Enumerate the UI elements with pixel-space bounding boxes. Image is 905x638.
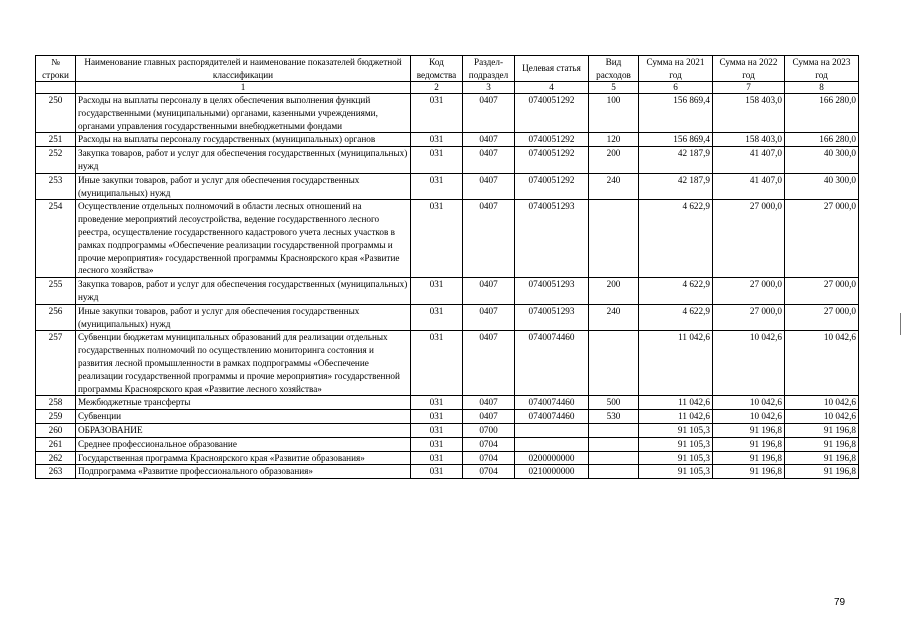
row-sum-2022: 158 403,0 xyxy=(713,133,785,147)
row-sum-2023: 40 300,0 xyxy=(785,173,859,200)
row-section-code: 0407 xyxy=(463,147,515,174)
row-sum-2023: 91 196,8 xyxy=(785,423,859,437)
row-sum-2022: 10 042,6 xyxy=(713,396,785,410)
row-name: Государственная программа Красноярского края «Развитие образования» xyxy=(76,451,411,465)
row-exp-type xyxy=(589,423,639,437)
row-target-code: 0200000000 xyxy=(515,451,589,465)
column-number xyxy=(36,82,76,94)
row-exp-type: 500 xyxy=(589,396,639,410)
row-sum-2023: 91 196,8 xyxy=(785,465,859,479)
row-section-code: 0704 xyxy=(463,437,515,451)
row-name: Субвенции xyxy=(76,410,411,424)
row-sum-2021: 42 187,9 xyxy=(639,173,713,200)
row-sum-2021: 91 105,3 xyxy=(639,423,713,437)
row-number: 254 xyxy=(36,200,76,278)
row-sum-2021: 4 622,9 xyxy=(639,278,713,305)
row-exp-type xyxy=(589,200,639,278)
row-section-code: 0407 xyxy=(463,331,515,396)
budget-table xyxy=(35,55,859,479)
table-body xyxy=(36,94,859,479)
row-target-code xyxy=(515,437,589,451)
row-name: Подпрограмма «Развитие профессионального образования» xyxy=(76,465,411,479)
table-row xyxy=(36,331,859,396)
row-section-code: 0407 xyxy=(463,173,515,200)
row-number: 261 xyxy=(36,437,76,451)
header-name: Наименование главных распорядителей и наименование показателей бюджетной классификации xyxy=(76,56,411,82)
table-row xyxy=(36,133,859,147)
row-section-code: 0407 xyxy=(463,396,515,410)
row-section-code: 0407 xyxy=(463,410,515,424)
row-exp-type: 120 xyxy=(589,133,639,147)
row-dept-code: 031 xyxy=(411,133,463,147)
row-name: Иные закупки товаров, работ и услуг для обеспечения государственных (муниципальных) нужд xyxy=(76,173,411,200)
header-section: Раздел- подраздел xyxy=(463,56,515,82)
row-target-code: 0740051293 xyxy=(515,200,589,278)
row-sum-2021: 156 869,4 xyxy=(639,133,713,147)
row-name: Межбюджетные трансферты xyxy=(76,396,411,410)
row-sum-2023: 166 280,0 xyxy=(785,94,859,133)
row-section-code: 0407 xyxy=(463,200,515,278)
row-sum-2023: 10 042,6 xyxy=(785,396,859,410)
table-row xyxy=(36,423,859,437)
row-target-code: 0740051292 xyxy=(515,94,589,133)
row-dept-code: 031 xyxy=(411,410,463,424)
row-number: 258 xyxy=(36,396,76,410)
row-name: Закупка товаров, работ и услуг для обеспечения государственных (муниципальных) нужд xyxy=(76,147,411,174)
header-row-no: № строки xyxy=(36,56,76,82)
column-number: 5 xyxy=(589,82,639,94)
row-number: 259 xyxy=(36,410,76,424)
row-sum-2021: 42 187,9 xyxy=(639,147,713,174)
row-sum-2021: 11 042,6 xyxy=(639,331,713,396)
row-exp-type xyxy=(589,465,639,479)
row-sum-2022: 91 196,8 xyxy=(713,465,785,479)
row-exp-type: 530 xyxy=(589,410,639,424)
row-dept-code: 031 xyxy=(411,396,463,410)
row-sum-2023: 166 280,0 xyxy=(785,133,859,147)
row-sum-2022: 27 000,0 xyxy=(713,200,785,278)
column-number-row xyxy=(36,82,859,94)
row-sum-2023: 27 000,0 xyxy=(785,278,859,305)
header-sum-2023: Сумма на 2023 год xyxy=(785,56,859,82)
row-dept-code: 031 xyxy=(411,451,463,465)
row-dept-code: 031 xyxy=(411,465,463,479)
table-row xyxy=(36,94,859,133)
row-exp-type: 200 xyxy=(589,147,639,174)
row-number: 262 xyxy=(36,451,76,465)
row-name: Расходы на выплаты персоналу государственных (муниципальных) органов xyxy=(76,133,411,147)
row-sum-2022: 41 407,0 xyxy=(713,147,785,174)
row-sum-2021: 11 042,6 xyxy=(639,410,713,424)
table-row xyxy=(36,451,859,465)
row-number: 252 xyxy=(36,147,76,174)
table-row xyxy=(36,465,859,479)
row-dept-code: 031 xyxy=(411,278,463,305)
header-exp-type: Вид расходов xyxy=(589,56,639,82)
row-name: Иные закупки товаров, работ и услуг для обеспечения государственных (муниципальных) нужд xyxy=(76,304,411,331)
column-number: 8 xyxy=(785,82,859,94)
row-exp-type: 200 xyxy=(589,278,639,305)
column-number: 7 xyxy=(713,82,785,94)
row-sum-2021: 11 042,6 xyxy=(639,396,713,410)
row-dept-code: 031 xyxy=(411,331,463,396)
row-number: 256 xyxy=(36,304,76,331)
row-sum-2022: 91 196,8 xyxy=(713,423,785,437)
row-dept-code: 031 xyxy=(411,304,463,331)
row-section-code: 0704 xyxy=(463,451,515,465)
header-row xyxy=(36,56,859,82)
row-sum-2021: 91 105,3 xyxy=(639,451,713,465)
table-row xyxy=(36,147,859,174)
row-dept-code: 031 xyxy=(411,423,463,437)
row-section-code: 0407 xyxy=(463,94,515,133)
header-sum-2021: Сумма на 2021 год xyxy=(639,56,713,82)
row-exp-type: 100 xyxy=(589,94,639,133)
row-sum-2022: 27 000,0 xyxy=(713,304,785,331)
column-number: 2 xyxy=(411,82,463,94)
row-target-code: 0740051293 xyxy=(515,304,589,331)
row-sum-2023: 91 196,8 xyxy=(785,437,859,451)
row-section-code: 0700 xyxy=(463,423,515,437)
row-target-code: 0210000000 xyxy=(515,465,589,479)
row-number: 253 xyxy=(36,173,76,200)
row-sum-2023: 40 300,0 xyxy=(785,147,859,174)
column-number: 1 xyxy=(76,82,411,94)
row-number: 251 xyxy=(36,133,76,147)
row-section-code: 0704 xyxy=(463,465,515,479)
row-dept-code: 031 xyxy=(411,94,463,133)
row-exp-type xyxy=(589,451,639,465)
row-sum-2021: 4 622,9 xyxy=(639,304,713,331)
row-sum-2023: 10 042,6 xyxy=(785,410,859,424)
row-sum-2021: 91 105,3 xyxy=(639,437,713,451)
row-name: Среднее профессиональное образование xyxy=(76,437,411,451)
row-target-code: 0740051293 xyxy=(515,278,589,305)
table-row xyxy=(36,410,859,424)
row-sum-2021: 156 869,4 xyxy=(639,94,713,133)
row-sum-2023: 91 196,8 xyxy=(785,451,859,465)
row-section-code: 0407 xyxy=(463,304,515,331)
table-row xyxy=(36,173,859,200)
row-target-code: 0740051292 xyxy=(515,133,589,147)
row-name: Субвенции бюджетам муниципальных образований для реализации отдельных государственных полномочий по осуществлению мониторинга состояния и развития лесной промышленности в рамках подпрограммы «Обеспечение реализации государственной программы и прочие мероприятия» государственной программы Красноярского края «Развитие лесного хозяйства» xyxy=(76,331,411,396)
row-sum-2021: 91 105,3 xyxy=(639,465,713,479)
row-dept-code: 031 xyxy=(411,173,463,200)
row-sum-2022: 91 196,8 xyxy=(713,437,785,451)
row-dept-code: 031 xyxy=(411,147,463,174)
row-sum-2022: 41 407,0 xyxy=(713,173,785,200)
page-number: 79 xyxy=(834,597,846,608)
row-name: Закупка товаров, работ и услуг для обеспечения государственных (муниципальных) нужд xyxy=(76,278,411,305)
row-target-code: 0740074460 xyxy=(515,396,589,410)
row-exp-type xyxy=(589,331,639,396)
row-target-code: 0740074460 xyxy=(515,331,589,396)
table-row xyxy=(36,200,859,278)
row-dept-code: 031 xyxy=(411,200,463,278)
row-sum-2021: 4 622,9 xyxy=(639,200,713,278)
table-row xyxy=(36,437,859,451)
row-number: 263 xyxy=(36,465,76,479)
row-sum-2022: 91 196,8 xyxy=(713,451,785,465)
row-number: 260 xyxy=(36,423,76,437)
header-target: Целевая статья xyxy=(515,56,589,82)
table-row xyxy=(36,278,859,305)
row-sum-2022: 10 042,6 xyxy=(713,331,785,396)
column-number: 4 xyxy=(515,82,589,94)
row-exp-type: 240 xyxy=(589,304,639,331)
row-number: 250 xyxy=(36,94,76,133)
row-section-code: 0407 xyxy=(463,278,515,305)
row-section-code: 0407 xyxy=(463,133,515,147)
row-number: 255 xyxy=(36,278,76,305)
column-number: 3 xyxy=(463,82,515,94)
column-number: 6 xyxy=(639,82,713,94)
row-sum-2023: 27 000,0 xyxy=(785,304,859,331)
row-target-code: 0740051292 xyxy=(515,147,589,174)
row-sum-2023: 27 000,0 xyxy=(785,200,859,278)
table-row xyxy=(36,304,859,331)
row-sum-2022: 158 403,0 xyxy=(713,94,785,133)
row-exp-type xyxy=(589,437,639,451)
row-target-code: 0740051292 xyxy=(515,173,589,200)
row-sum-2023: 10 042,6 xyxy=(785,331,859,396)
header-dept: Код ведомства xyxy=(411,56,463,82)
scan-margin-mark xyxy=(900,313,901,335)
row-target-code xyxy=(515,423,589,437)
row-sum-2022: 27 000,0 xyxy=(713,278,785,305)
row-target-code: 0740074460 xyxy=(515,410,589,424)
header-sum-2022: Сумма на 2022 год xyxy=(713,56,785,82)
table-row xyxy=(36,396,859,410)
row-sum-2022: 10 042,6 xyxy=(713,410,785,424)
row-name: Расходы на выплаты персоналу в целях обеспечения выполнения функций государственными (муниципальными) органами, казенными учреждениями, органами управления государственными внебюджетными фондами xyxy=(76,94,411,133)
row-name: Осуществление отдельных полномочий в области лесных отношений на проведение мероприятий лесоустройства, ведение государственного лесного реестра, осуществление государственного кадастрового учета лесных участков в рамках подпрограммы «Обеспечение реализации государственной программы и прочие мероприятия» государственной программы Красноярского края «Развитие лесного хозяйства» xyxy=(76,200,411,278)
row-number: 257 xyxy=(36,331,76,396)
row-dept-code: 031 xyxy=(411,437,463,451)
row-name: ОБРАЗОВАНИЕ xyxy=(76,423,411,437)
row-exp-type: 240 xyxy=(589,173,639,200)
